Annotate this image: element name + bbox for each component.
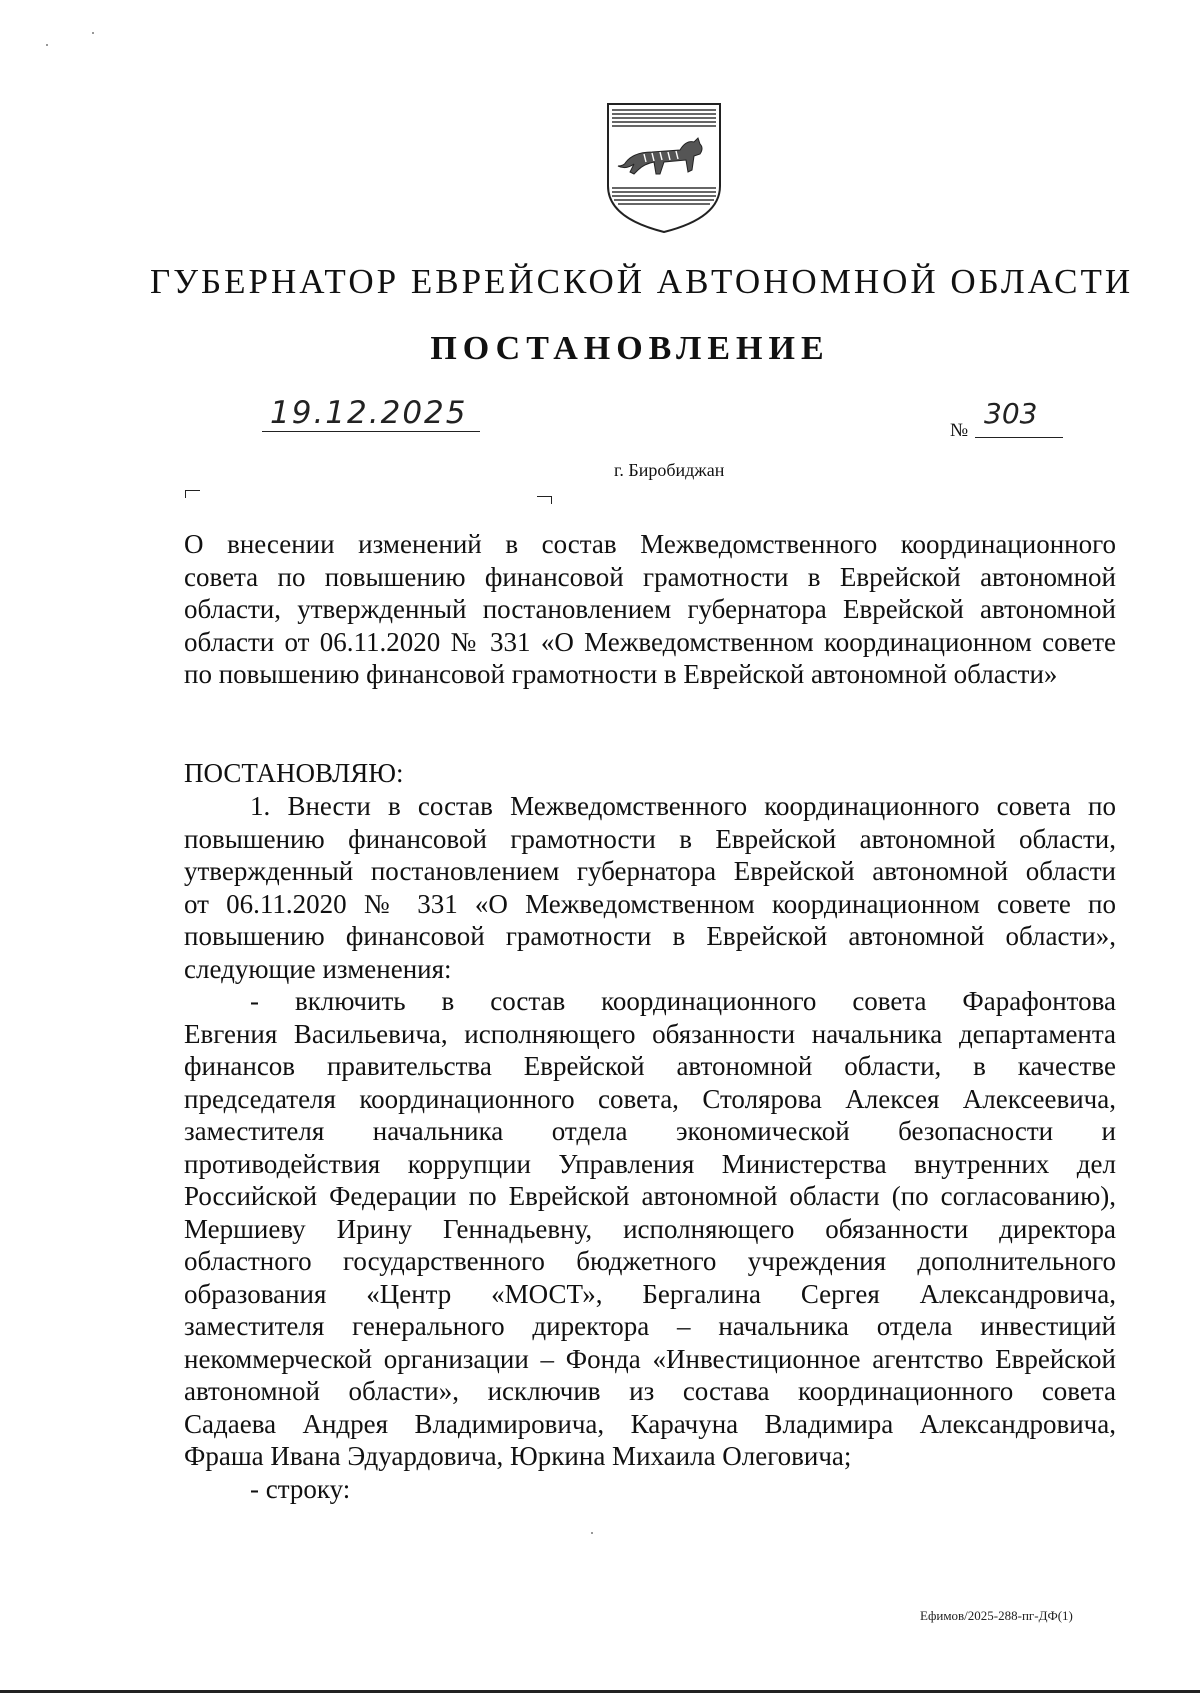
document-date: 19.12.2025 (270, 395, 468, 431)
title-corner-mark-right (537, 496, 552, 504)
paragraph-line: заместителя генерального директора – начальника отдела инвестиций (184, 1311, 1116, 1341)
document-title (184, 528, 1116, 691)
main-paragraph (184, 790, 1116, 1505)
paragraph-line: председателя координационного совета, Столярова Алексея Алексеевича, (184, 1083, 1116, 1114)
paragraph-line: 1. Внести в состав Межведомственного координационного совета по (250, 791, 1116, 821)
number-label: № (950, 420, 969, 441)
paragraph-line: - включить в состав координационного совета Фарафонтова (250, 986, 1116, 1016)
paragraph-line: финансов правительства Еврейской автономной области, в качестве (184, 1051, 1116, 1081)
paragraph-line: некоммерческой организации – Фонда «Инвестиционное агентство Еврейской (184, 1343, 1116, 1374)
decree-word: ПОСТАНОВЛЯЮ: (184, 758, 404, 788)
paragraph-line: - строку: (250, 1473, 351, 1504)
document-type: ПОСТАНОВЛЕНИЕ (430, 330, 830, 367)
scan-speck (591, 1532, 593, 1534)
paragraph-line: областного государственного бюджетного учреждения дополнительного (184, 1246, 1116, 1276)
scan-speck (92, 32, 94, 34)
paragraph-line: Евгения Васильевича, исполняющего обязанности начальника департамента (184, 1018, 1116, 1049)
title-line: по повышению финансовой грамотности в Еврейской автономной области» (184, 659, 1058, 689)
title-line: О внесении изменений в состав Межведомственного координационного (184, 529, 1116, 559)
number-underline (975, 437, 1063, 438)
paragraph-line: Фраша Ивана Эдуардовича, Юркина Михаила Олеговича; (184, 1441, 852, 1471)
date-underline (262, 431, 480, 432)
paragraph-line: образования «Центр «МОСТ», Бергалина Сергея Александровича, (184, 1278, 1116, 1309)
paragraph-line: от 06.11.2020 № 331 «О Межведомственном координационном совете по (184, 888, 1116, 919)
issuing-city: г. Биробиджан (614, 460, 725, 480)
paragraph-line: Мершиеву Ирину Геннадьевну, исполняющего обязанности директора (184, 1213, 1116, 1244)
title-line: области от 06.11.2020 № 331 «О Межведомственном координационном совете (184, 626, 1116, 657)
title-line: области, утвержденный постановлением губернатора Еврейской автономной (184, 594, 1116, 624)
paragraph-line: повышению финансовой грамотности в Еврейской автономной области, (184, 823, 1116, 854)
paragraph-line: заместителя начальника отдела экономической безопасности и (184, 1116, 1116, 1146)
paragraph-line: утвержденный постановлением губернатора Еврейской автономной области (184, 856, 1116, 886)
coat-of-arms-tiger-icon (604, 100, 724, 236)
scan-speck (46, 44, 48, 46)
paragraph-line: Садаева Андрея Владимировича, Карачуна Владимира Александровича, (184, 1408, 1116, 1439)
paragraph-line: следующие изменения: (184, 953, 452, 984)
paragraph-line: Российской Федерации по Еврейской автономной области (по согласованию), (184, 1181, 1116, 1211)
document-number: 303 (984, 397, 1038, 430)
document-code: Ефимов/2025-288-пг-ДФ(1) (920, 1608, 1073, 1623)
scan-edge (0, 1690, 1200, 1693)
issuing-authority: ГУБЕРНАТОР ЕВРЕЙСКОЙ АВТОНОМНОЙ ОБЛАСТИ (150, 262, 1134, 301)
title-corner-mark-left (185, 490, 200, 498)
paragraph-line: противодействия коррупции Управления Министерства внутренних дел (184, 1148, 1116, 1179)
paragraph-line: автономной области», исключив из состава координационного совета (184, 1376, 1116, 1406)
title-line: совета по повышению финансовой грамотности в Еврейской автономной (184, 561, 1116, 592)
paragraph-line: повышению финансовой грамотности в Еврейской автономной области», (184, 921, 1116, 951)
